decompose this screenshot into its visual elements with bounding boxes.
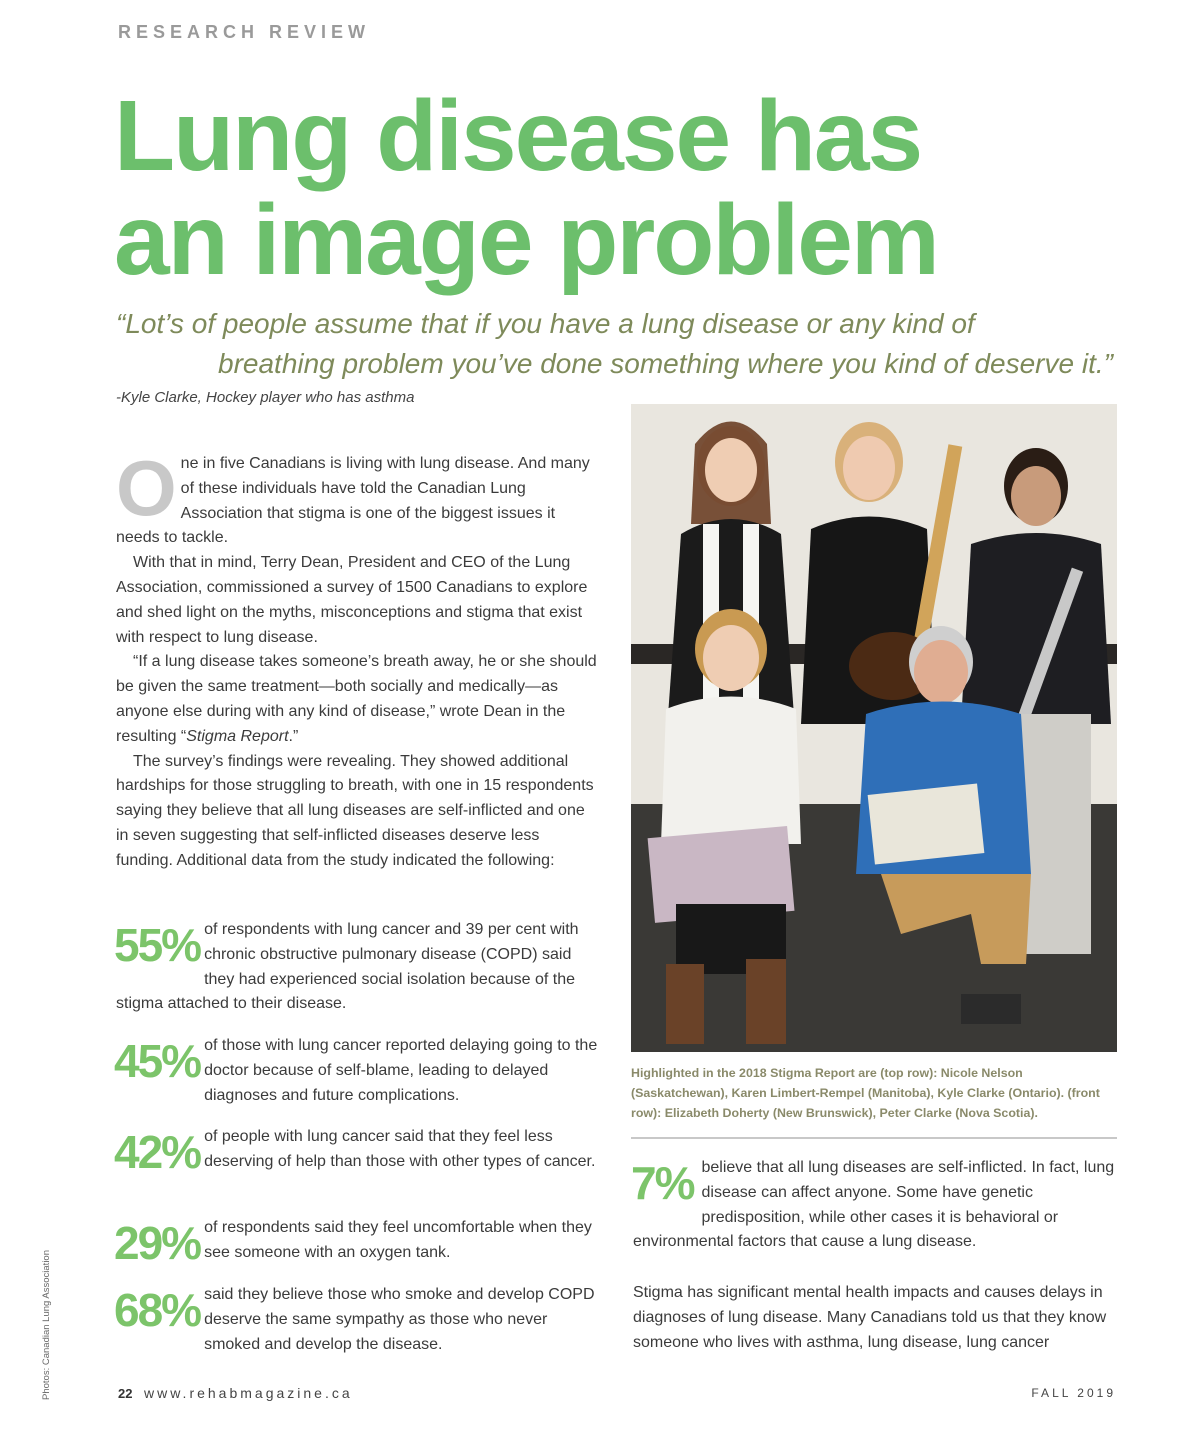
- stat-value: 42%: [114, 1126, 201, 1178]
- section-label: RESEARCH REVIEW: [118, 22, 371, 42]
- caption-divider: [631, 1137, 1117, 1139]
- stat-text: believe that all lung diseases are self-inflicted. In fact, lung disease can affect anyone. Some have genetic predisposition, while other cases it is behavioral or environmental factors that cause a lung disease.: [633, 1159, 1115, 1251]
- paragraph-3-text-a: “If a lung disease takes someone’s breath away, he or she should be given the same treatment—both socially and medically—as anyone else during with any kind of disease,” wrote Dean in the resulting “: [116, 653, 597, 745]
- photo-caption: Highlighted in the 2018 Stigma Report are (top row): Nicole Nelson (Saskatchewan), Karen Limbert-Rempel (Manitoba), Kyle Clarke (Ontario). (front row): Elizabeth Doherty (New Brunswick), Peter Clarke (Nova Scotia).: [631, 1066, 1100, 1120]
- footer-issue: FALL 2019: [1031, 1386, 1116, 1400]
- stigma-report-title: Stigma Report: [186, 727, 289, 745]
- stat-text: of those with lung cancer reported delaying going to the doctor because of self-blame, leading to delayed diagnoses and future complications.: [204, 1037, 598, 1104]
- stat-value: 7%: [631, 1157, 694, 1209]
- stat-value: 29%: [114, 1217, 201, 1269]
- stat-value: 45%: [114, 1035, 201, 1087]
- stat-text: of people with lung cancer said that they feel less deserving of help than those with other types of cancer.: [204, 1128, 596, 1170]
- article-body: [116, 444, 600, 874]
- group-photo-illustration: [631, 404, 1117, 1052]
- paragraph-3: [116, 650, 600, 749]
- paragraph-1: [116, 444, 600, 551]
- paragraph-1-text: ne in five Canadians is living with lung disease. And many of these individuals have told the Canadian Lung Association that stigma is one of the biggest issues it needs to tackle.: [116, 455, 590, 547]
- stat-value: 68%: [114, 1284, 201, 1336]
- stat-text: said they believe those who smoke and develop COPD deserve the same sympathy as those who never smoked and develop the disease.: [204, 1286, 595, 1353]
- right-paragraph: Stigma has significant mental health impacts and causes delays in diagnoses of lung disease. Many Canadians told us that they know someone who lives with asthma, lung disease, lung cancer: [633, 1284, 1107, 1351]
- stat-block: [114, 1216, 602, 1269]
- drop-cap: O: [116, 444, 177, 532]
- photo-credit: Photos: Canadian Lung Association: [41, 1250, 52, 1400]
- stat-block: [116, 1034, 602, 1108]
- paragraph-3-text-b: .”: [288, 727, 299, 745]
- paragraph-2: With that in mind, Terry Dean, President and CEO of the Lung Association, commissioned a survey of 1500 Canadians to explore and shed light on the myths, misconceptions and stigma that exist with respect to lung disease.: [116, 554, 588, 646]
- stat-block: [116, 918, 602, 1017]
- group-photo: [631, 404, 1117, 1052]
- pull-quote-line-1: “Lot’s of people assume that if you have a lung disease or any kind of: [116, 308, 975, 339]
- stat-text: of respondents said they feel uncomfortable when they see someone with an oxygen tank.: [204, 1219, 592, 1261]
- stat-value: 55%: [114, 919, 201, 971]
- stat-block: [114, 1125, 602, 1178]
- headline-line-1: Lung disease has: [114, 80, 922, 192]
- right-stat-block: [633, 1156, 1117, 1255]
- stat-text: of respondents with lung cancer and 39 per cent with chronic obstructive pulmonary disease (COPD) said they had experienced social isolation because of the stigma attached to their disease.: [116, 921, 579, 1013]
- quote-attribution: -Kyle Clarke, Hockey player who has asthma: [116, 389, 415, 406]
- headline: [114, 80, 1094, 296]
- pull-quote: [116, 304, 1116, 384]
- page-number: 22: [118, 1386, 133, 1401]
- headline-line-2: an image problem: [114, 184, 938, 296]
- pull-quote-line-2: breathing problem you’ve done something where you kind of deserve it.”: [218, 348, 1113, 379]
- footer-url: www.rehabmagazine.ca: [144, 1385, 353, 1401]
- stat-block: [116, 1283, 602, 1357]
- paragraph-4: The survey’s findings were revealing. They showed additional hardships for those struggling to breath, with one in 15 respondents saying they believe that all lung diseases are self-inflicted and one in seven suggesting that self-inflicted diseases deserve less funding. Additional data from the study indicated the following:: [116, 752, 594, 869]
